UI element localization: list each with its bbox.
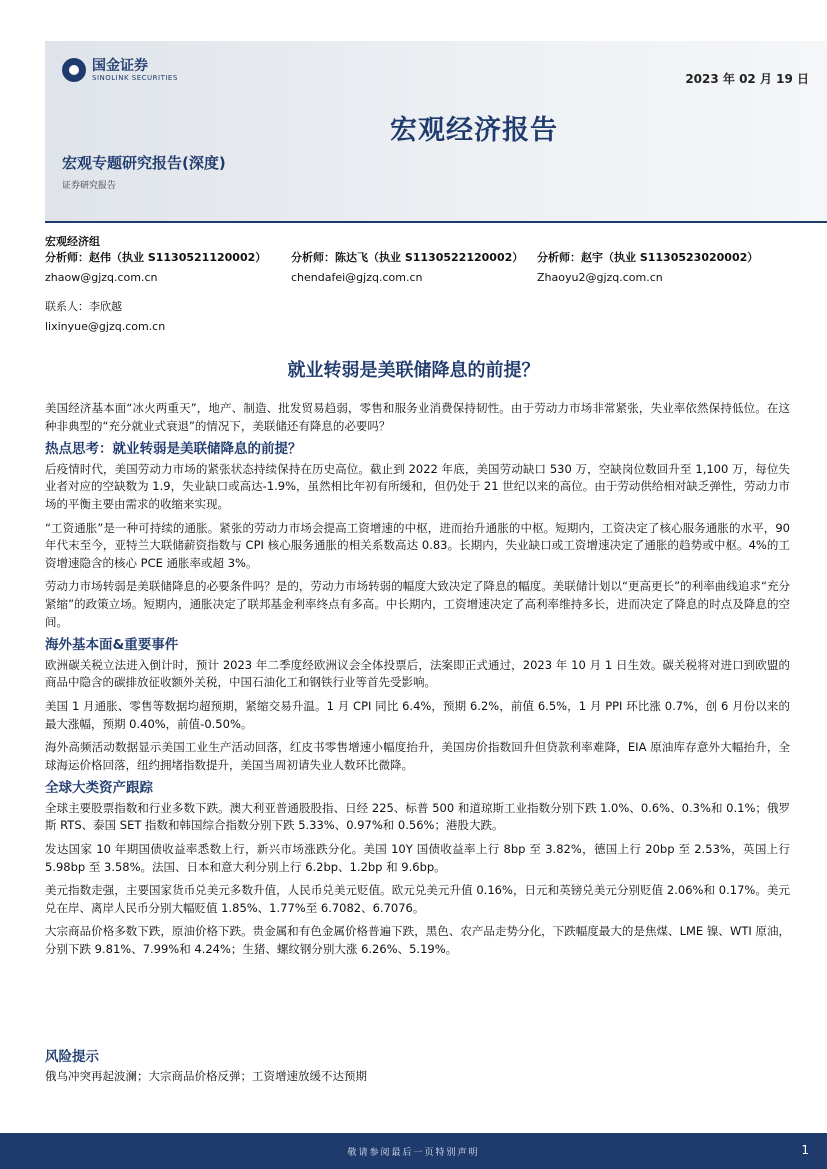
paragraph: 海外高频活动数据显示美国工业生产活动回落，红皮书零售增速小幅度抬升，美国房价指数回升但贷款利率难降，EIA 原油库存意外大幅抬升，全球海运价格回落，纽约拥堵指数提升，美国当周初请失业人数环比微降。: [45, 740, 790, 772]
report-date: 2023 年 02 月 19 日: [685, 72, 809, 86]
report-type: 宏观经济报告: [390, 115, 558, 146]
analyst-name: 分析师：赵宇（执业 S1130523020002）: [537, 251, 759, 264]
paragraph: 大宗商品价格多数下跌，原油价格下跌。贵金属和有色金属价格普遍下跌，黑色、农产品走势分化，下跌幅度最大的是焦煤、LME 镍、WTI 原油，分别下跌 9.81%、7.99%和 4.24%；生猪、螺纹钢分别大涨 6.26%、5.19%。: [45, 924, 790, 957]
analyst-1: [45, 249, 266, 284]
paragraph: “工资通胀”是一种可持续的通胀。紧张的劳动力市场会提高工资增速的中枢，进而抬升通胀的中枢。短期内，工资决定了核心服务通胀的水平，90 年代末至今，亚特兰大联储薪资指数与 CPI 核心服务通胀的相关系数高达 0.83。长期内，失业缺口或工资增速决定了通胀的趋势或中枢。4%的工资增速隐含的核心 PCE 通胀率或超 3%。: [45, 520, 790, 570]
paragraph: 美国 1 月通胀、零售等数据均超预期，紧缩交易升温。1 月 CPI 同比 6.4%，预期 6.2%，前值 6.5%，1 月 PPI 环比涨 0.7%，创 6 月份以来的最大涨幅，预期 0.40%，前值-0.50%。: [45, 698, 790, 731]
paragraph: 美元指数走强，主要国家货币兑美元多数升值，人民币兑美元贬值。欧元兑美元升值 0.16%，日元和英镑兑美元分别贬值 2.06%和 0.17%。美元兑在岸、离岸人民币分别大幅贬值 1.85%、1.77%至 6.7082、6.7076。: [45, 883, 790, 915]
analyst-3: [537, 249, 758, 284]
section-heading: 热点思考：就业转弱是美联储降息的前提？: [45, 441, 302, 458]
paragraph: 劳动力市场转弱是美联储降息的必要条件吗？是的，劳动力市场转弱的幅度大致决定了降息的幅度。美联储计划以“更高更长”的利率曲线追求“充分紧缩”的政策立场。短期内，通胀决定了联邦基金利率终点有多高。中长期内，工资增速决定了高利率维持多长，进而决定了降息的时点及降息的空间。: [45, 579, 790, 629]
analyst-email[interactable]: zhaow@gjzq.com.cn: [45, 271, 158, 284]
company-logo: [62, 58, 178, 82]
logo-en: SINOLINK SECURITIES: [92, 73, 178, 82]
research-group: 宏观经济组: [45, 235, 100, 248]
analyst-name: 分析师：陈达飞（执业 S1130522120002）: [291, 251, 524, 264]
page-number: 1: [801, 1143, 809, 1157]
paragraph: 全球主要股票指数和行业多数下跌。澳大利亚普通股股指、日经 225、标普 500 和道琼斯工业指数分别下跌 1.0%、0.6%、0.3%和 0.1%；俄罗斯 RTS、泰国 SET 指数和韩国综合指数分别下跌 5.33%、0.97%和 0.56%；港股大跌。: [45, 800, 790, 833]
page-title: 就业转弱是美联储降息的前提？: [287, 360, 540, 381]
analyst-email[interactable]: Zhaoyu2@gjzq.com.cn: [537, 271, 663, 284]
report-category: 证券研究报告: [62, 181, 117, 191]
contact-name: 联系人：李欣越: [45, 300, 122, 313]
contact-email[interactable]: lixinyue@gjzq.com.cn: [45, 320, 166, 333]
paragraph: 欧洲碳关税立法进入倒计时，预计 2023 年二季度经欧洲议会全体投票后，法案即正式通过，2023 年 10 月 1 日生效。碳关税将对进口到欧盟的商品中隐含的碳排放征收额外关税，中国石油化工和钢铁行业等首先受影响。: [45, 657, 790, 690]
paragraph: 后疫情时代，美国劳动力市场的紧张状态持续保持在历史高位。截止到 2022 年底，美国劳动缺口 530 万，空缺岗位数回升至 1,100 万，每位失业者对应的空缺数为 1.9，失业缺口或高达-1.9%，虽然相比年初有所缓和，但仍处于 21 世纪以来的高位。由于劳动供给相对缺乏弹性，劳动力市场的平衡主要由需求的收缩来实现。: [45, 461, 790, 511]
footer-disclaimer: 敬请参阅最后一页特别声明: [347, 1148, 480, 1158]
analyst-name: 分析师：赵伟（执业 S1130521120002）: [45, 251, 267, 264]
section-heading: 海外基本面&重要事件: [45, 637, 179, 654]
section-heading: 全球大类资产跟踪: [45, 780, 153, 797]
risk-text: 俄乌冲突再起波澜；大宗商品价格反弹；工资增速放缓不达预期: [45, 1069, 367, 1083]
analyst-email[interactable]: chendafei@gjzq.com.cn: [291, 271, 423, 284]
report-body: [45, 400, 790, 965]
contact-block: [45, 298, 165, 339]
header-divider: [45, 221, 827, 223]
risk-heading: 风险提示: [45, 1049, 99, 1065]
logo-cn: 国金证券: [92, 57, 148, 74]
analyst-2: [291, 249, 523, 284]
report-subtitle: 宏观专题研究报告(深度): [62, 154, 226, 172]
paragraph: 发达国家 10 年期国债收益率悉数上行，新兴市场涨跌分化。美国 10Y 国债收益率上行 8bp 至 3.82%，德国上行 20bp 至 2.53%，英国上行 5.98bp 至 3.58%。法国、日本和意大利分别上行 6.2bp、1.2bp 和 9.6bp。: [45, 842, 790, 874]
intro-paragraph: 美国经济基本面“冰火两重天”，地产、制造、批发贸易趋弱，零售和服务业消费保持韧性。由于劳动力市场非常紧张，失业率依然保持低位。在这种非典型的“充分就业式衰退”的情况下，美联储还有降息的必要吗？: [45, 401, 790, 433]
logo-icon: [62, 58, 86, 82]
